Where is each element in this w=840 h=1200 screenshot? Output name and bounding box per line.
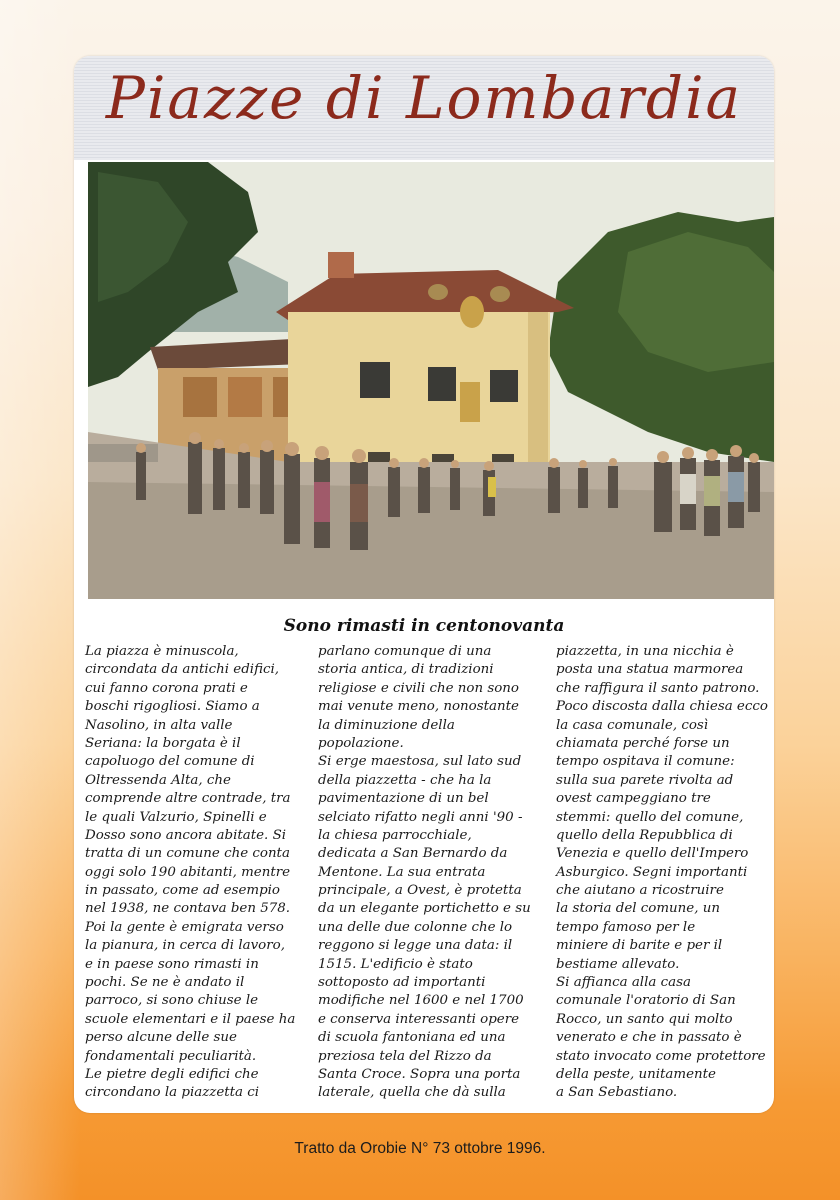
article-column-3 <box>556 643 768 1103</box>
source-note: Tratto da Orobie N° 73 ottobre 1996. <box>294 1140 546 1157</box>
text-line: circondano la piazzetta ci <box>85 1085 260 1101</box>
article-column-1 <box>85 643 307 1103</box>
text-line: modifiche nel 1600 e nel 1700 <box>318 993 524 1009</box>
text-line: Santa Croce. Sopra una porta <box>318 1066 521 1082</box>
text-line: oggi solo 190 abitanti, mentre <box>85 864 291 880</box>
text-line: quello della Repubblica di <box>556 827 733 843</box>
text-line: principale, a Ovest, è protetta <box>318 883 522 899</box>
text-line: che raffigura il santo patrono. <box>556 680 760 696</box>
text-line: le quali Valzurio, Spinelli e <box>85 809 267 825</box>
text-line: comunale l'oratorio di San <box>556 993 736 1009</box>
text-line: Nasolino, in alta valle <box>85 717 233 733</box>
text-line: stato invocato come protettore <box>556 1048 766 1064</box>
text-line: storia antica, di tradizioni <box>318 662 494 678</box>
text-line: di scuola fantoniana ed una <box>318 1030 506 1046</box>
text-line: capoluogo del comune di <box>85 754 255 770</box>
text-line: preziosa tela del Rizzo da <box>318 1048 492 1064</box>
text-line: Asburgico. Segni importanti <box>556 864 748 880</box>
text-line: tratta di un comune che conta <box>85 846 290 862</box>
text-line: reggono si legge una data: il <box>318 938 513 954</box>
text-line: la storia del comune, un <box>556 901 720 917</box>
text-line: boschi rigogliosi. Siamo a <box>85 699 260 715</box>
text-line: comprende altre contrade, tra <box>85 791 291 807</box>
text-line: in passato, come ad esempio <box>85 883 280 899</box>
text-line: laterale, quella che dà sulla <box>318 1085 506 1101</box>
text-line: e conserva interessanti opere <box>318 1011 520 1027</box>
text-line: la chiesa parrocchiale, <box>318 827 472 843</box>
text-line: Seriana: la borgata è il <box>85 735 241 751</box>
text-line: popolazione. <box>318 735 404 751</box>
title-band <box>74 56 774 160</box>
text-line: tempo ospitava il comune: <box>556 754 735 770</box>
text-line: nel 1938, ne contava ben 578. <box>85 901 291 917</box>
page-background <box>0 0 80 1200</box>
text-line: che aiutano a ricostruire <box>556 883 724 899</box>
text-line: la pianura, in cerca di lavoro, <box>85 938 285 954</box>
text-line: ovest campeggiano tre <box>556 791 711 807</box>
text-line: pavimentazione di un bel <box>318 791 489 807</box>
text-line: cui fanno corona prati e <box>85 680 248 696</box>
text-line: scuole elementari e il paese ha <box>85 1011 296 1027</box>
text-line: chiamata perché forse un <box>556 735 730 751</box>
text-line: perso alcune delle sue <box>85 1030 237 1046</box>
text-line: stemmi: quello del comune, <box>556 809 744 825</box>
text-line: venerato e che in passato è <box>556 1030 742 1046</box>
text-line: parlano comunque di una <box>318 644 492 659</box>
text-line: una delle due colonne che lo <box>318 919 513 935</box>
article-card <box>74 56 774 1113</box>
article-subtitle: Sono rimasti in centonovanta <box>283 616 565 636</box>
text-line: Oltressenda Alta, che <box>85 772 231 788</box>
text-line: piazzetta, in una nicchia è <box>556 644 734 659</box>
text-line: a San Sebastiano. <box>556 1085 678 1101</box>
photo-credit: FOTO TITO TERZI <box>80 558 88 626</box>
text-line: circondata da antichi edifici, <box>85 662 280 678</box>
text-line: della peste, unitamente <box>556 1066 716 1082</box>
text-line: dedicata a San Bernardo da <box>318 846 508 862</box>
text-line: da un elegante portichetto e su <box>318 901 531 917</box>
text-line: bestiame allevato. <box>556 956 680 972</box>
text-line: Dosso sono ancora abitate. Si <box>85 827 287 843</box>
text-line: religiose e civili che non sono <box>318 680 519 696</box>
text-line: la casa comunale, così <box>556 717 709 733</box>
article-column-2 <box>318 643 546 1103</box>
text-line: Mentone. La sua entrata <box>318 864 486 880</box>
text-line: la diminuzione della <box>318 717 455 733</box>
text-line: 1515. L'edificio è stato <box>318 956 473 972</box>
text-line: pochi. Se ne è andato il <box>85 975 245 991</box>
text-line: e in paese sono rimasti in <box>85 956 259 972</box>
text-line: miniere di barite e per il <box>556 938 723 954</box>
text-line: Le pietre degli edifici che <box>85 1066 259 1082</box>
text-line: selciato rifatto negli anni '90 - <box>318 809 523 825</box>
text-line: Si affianca alla casa <box>556 975 691 991</box>
text-line: Rocco, un santo qui molto <box>556 1011 733 1027</box>
piazza-photo-illustration <box>88 162 774 599</box>
text-line: Venezia e quello dell'Impero <box>556 846 749 862</box>
text-line: sottoposto ad importanti <box>318 975 486 991</box>
text-line: posta una statua marmorea <box>556 662 744 678</box>
text-line: Poi la gente è emigrata verso <box>85 919 284 935</box>
text-line: Poco discosta dalla chiesa ecco <box>556 699 768 715</box>
text-line: sulla sua parete rivolta ad <box>556 772 734 788</box>
text-line: La piazza è minuscola, <box>85 644 239 659</box>
text-line: Si erge maestosa, sul lato sud <box>318 754 522 770</box>
text-line: mai venute meno, nonostante <box>318 699 519 715</box>
text-line: della piazzetta - che ha la <box>318 772 492 788</box>
text-line: fondamentali peculiarità. <box>85 1048 257 1064</box>
text-line: tempo famoso per le <box>556 919 696 935</box>
piazza-photo <box>88 162 774 599</box>
text-line: parroco, si sono chiuse le <box>85 993 259 1009</box>
page-title: Piazze di Lombardia <box>105 64 743 132</box>
